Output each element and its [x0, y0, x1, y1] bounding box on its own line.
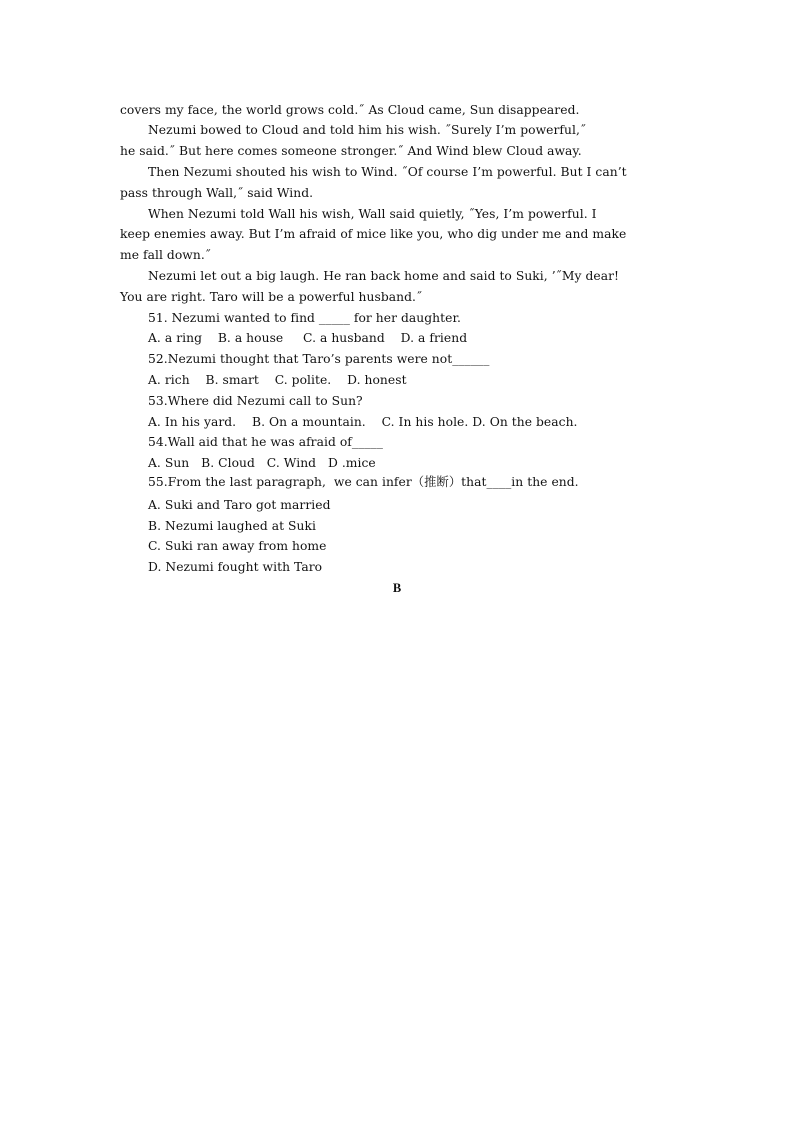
question-stem: 53.Where did Nezumi call to Sun?	[148, 394, 363, 408]
question-options: A. rich B. smart C. polite. D. honest	[148, 373, 407, 387]
question-stem: 55.From the last paragraph, we can infer（推断）that____in the end.	[148, 475, 579, 489]
question-options: A. Sun B. Cloud C. Wind D .mice	[148, 456, 376, 470]
question-options: A. In his yard. B. On a mountain. C. In his hole. D. On the beach.	[148, 415, 578, 429]
passage-line: Then Nezumi shouted his wish to Wind. ˝Of course I’m powerful. But I can’t	[148, 165, 627, 179]
section-heading: B	[392, 581, 402, 595]
question-option: D. Nezumi fought with Taro	[148, 560, 323, 574]
passage-line: Nezumi let out a big laugh. He ran back home and said to Suki, ’˝My dear!	[148, 269, 619, 283]
passage-line: me fall down.˝	[120, 248, 211, 262]
question-option: B. Nezumi laughed at Suki	[148, 519, 316, 533]
question-options: A. a ring B. a house C. a husband D. a friend	[148, 331, 468, 345]
passage-line: keep enemies away. But I’m afraid of mice like you, who dig under me and make	[120, 227, 627, 241]
question-option: C. Suki ran away from home	[148, 539, 327, 553]
passage-line: pass through Wall,˝ said Wind.	[120, 186, 314, 200]
question-stem: 51. Nezumi wanted to find _____ for her daughter.	[148, 311, 462, 325]
passage-line: You are right. Taro will be a powerful husband.˝	[120, 290, 423, 304]
passage-line: When Nezumi told Wall his wish, Wall said quietly, ˝Yes, I’m powerful. I	[148, 207, 597, 221]
question-stem: 52.Nezumi thought that Taro’s parents were not______	[148, 352, 490, 366]
question-option: A. Suki and Taro got married	[148, 498, 331, 512]
passage-line: Nezumi bowed to Cloud and told him his wish. ˝Surely I’m powerful,˝	[148, 123, 587, 137]
passage-line: he said.˝ But here comes someone stronger.˝ And Wind blew Cloud away.	[120, 144, 582, 158]
passage-line: covers my face, the world grows cold.˝ As Cloud came, Sun disappeared.	[120, 103, 580, 117]
question-stem: 54.Wall aid that he was afraid of_____	[148, 435, 383, 449]
